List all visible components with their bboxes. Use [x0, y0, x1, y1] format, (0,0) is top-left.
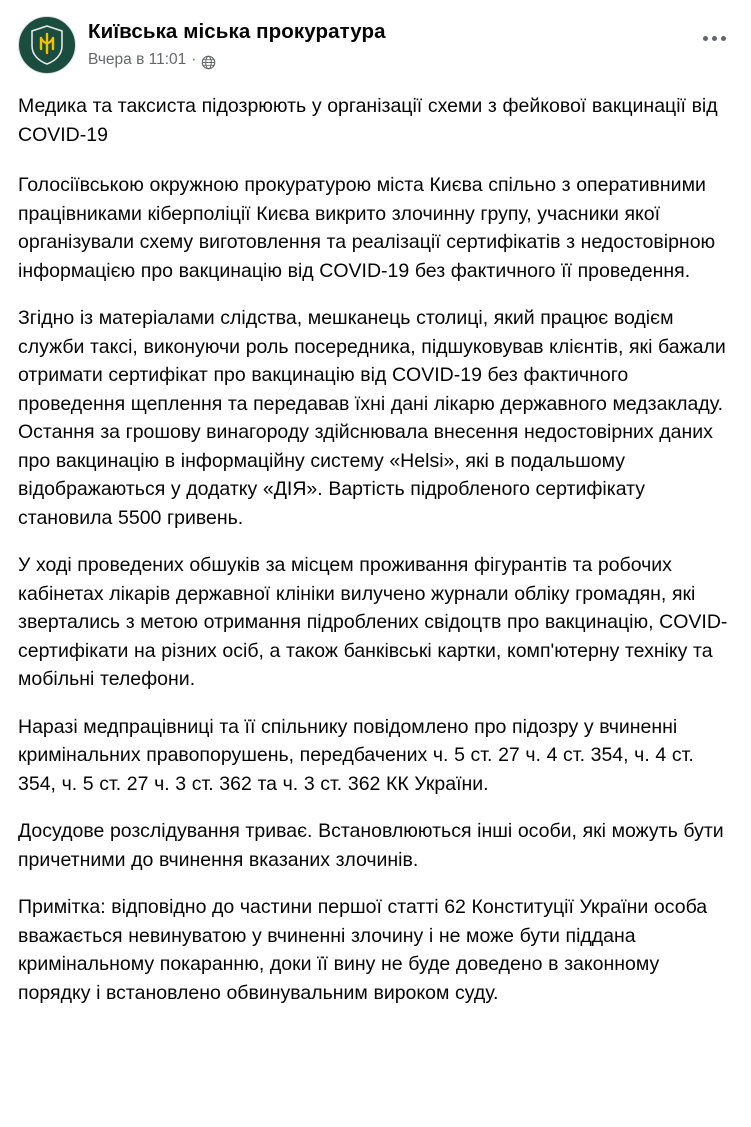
- post-meta: [88, 50, 386, 70]
- more-options-icon[interactable]: [697, 26, 731, 50]
- post-paragraph: Примітка: відповідно до частини першої статті 62 Конституції України особа вважається невинуватою у вчиненні злочину і не може бути піддана кримінальному покаранню, доки її вину не буде доведено в законному порядку і встановлено обвинувальним вироком суду.: [18, 896, 708, 1004]
- page-title[interactable]: Київська міська прокуратура: [88, 20, 386, 43]
- post-paragraph: Голосіївською окружною прокуратурою міста Києва спільно з оперативними працівниками кіберполіції Києва викрито злочинну групу, учасники якої організували схему виготовлення та реалізації сертифікатів з недостовірною інформацією про вакцинацію від COVID-19 без фактичного її проведення.: [18, 174, 716, 282]
- post-paragraph: Наразі медпрацівниці та її спільнику повідомлено про підозру у вчиненні кримінальних правопорушень, передбачених ч. 5 ст. 27 ч. 4 ст. 354, ч. 4 ст. 354, ч. 5 ст. 27 ч. 3 ст. 362 та ч. 3 ст. 362 КК України.: [18, 715, 694, 795]
- post-timestamp[interactable]: Вчера в 11:01: [88, 51, 187, 68]
- post-paragraph: Досудове розслідування триває. Встановлюються інші особи, які можуть бути причетними до вчинення вказаних злочинів.: [18, 820, 724, 871]
- post-paragraph: Згідно із матеріалами слідства, мешканець столиці, який працює водієм служби таксі, виконуючи роль посередника, підшуковував клієнтів, які бажали отримати сертифікат про вакцинацію від COVID-19 без фактичного проведення щеплення та передавав їхні дані лікарю державного медзакладу. Остання за грошову винагороду здійснювала внесення недостовірних даних про вакцинацію в інформаційну систему «Helsi», які в подальшому відображаються у додатку «ДІЯ». Вартість підробленого сертифікату становила 5500 гривень.: [18, 307, 726, 529]
- post-headline: Медика та таксиста підозрюють у організації схеми з фейкової вакцинації від COVID-19: [18, 95, 718, 146]
- post-paragraph: У ході проведених обшуків за місцем проживання фігурантів та робочих кабінетах лікарів державної клініки вилучено журнали обліку громадян, які звертались з метою отримання підроблених свідоцтв про вакцинацію, COVID-сертифікати на різних осіб, а також банківські картки, комп'ютерну техніку та мобільні телефони.: [18, 554, 728, 690]
- post-header-text: [88, 16, 386, 70]
- post-header: [18, 14, 733, 80]
- post-body: [18, 80, 733, 1007]
- organization-crest-icon: [30, 25, 64, 65]
- globe-icon[interactable]: [201, 55, 216, 70]
- meta-separator: ·: [191, 51, 197, 68]
- avatar[interactable]: [18, 16, 76, 74]
